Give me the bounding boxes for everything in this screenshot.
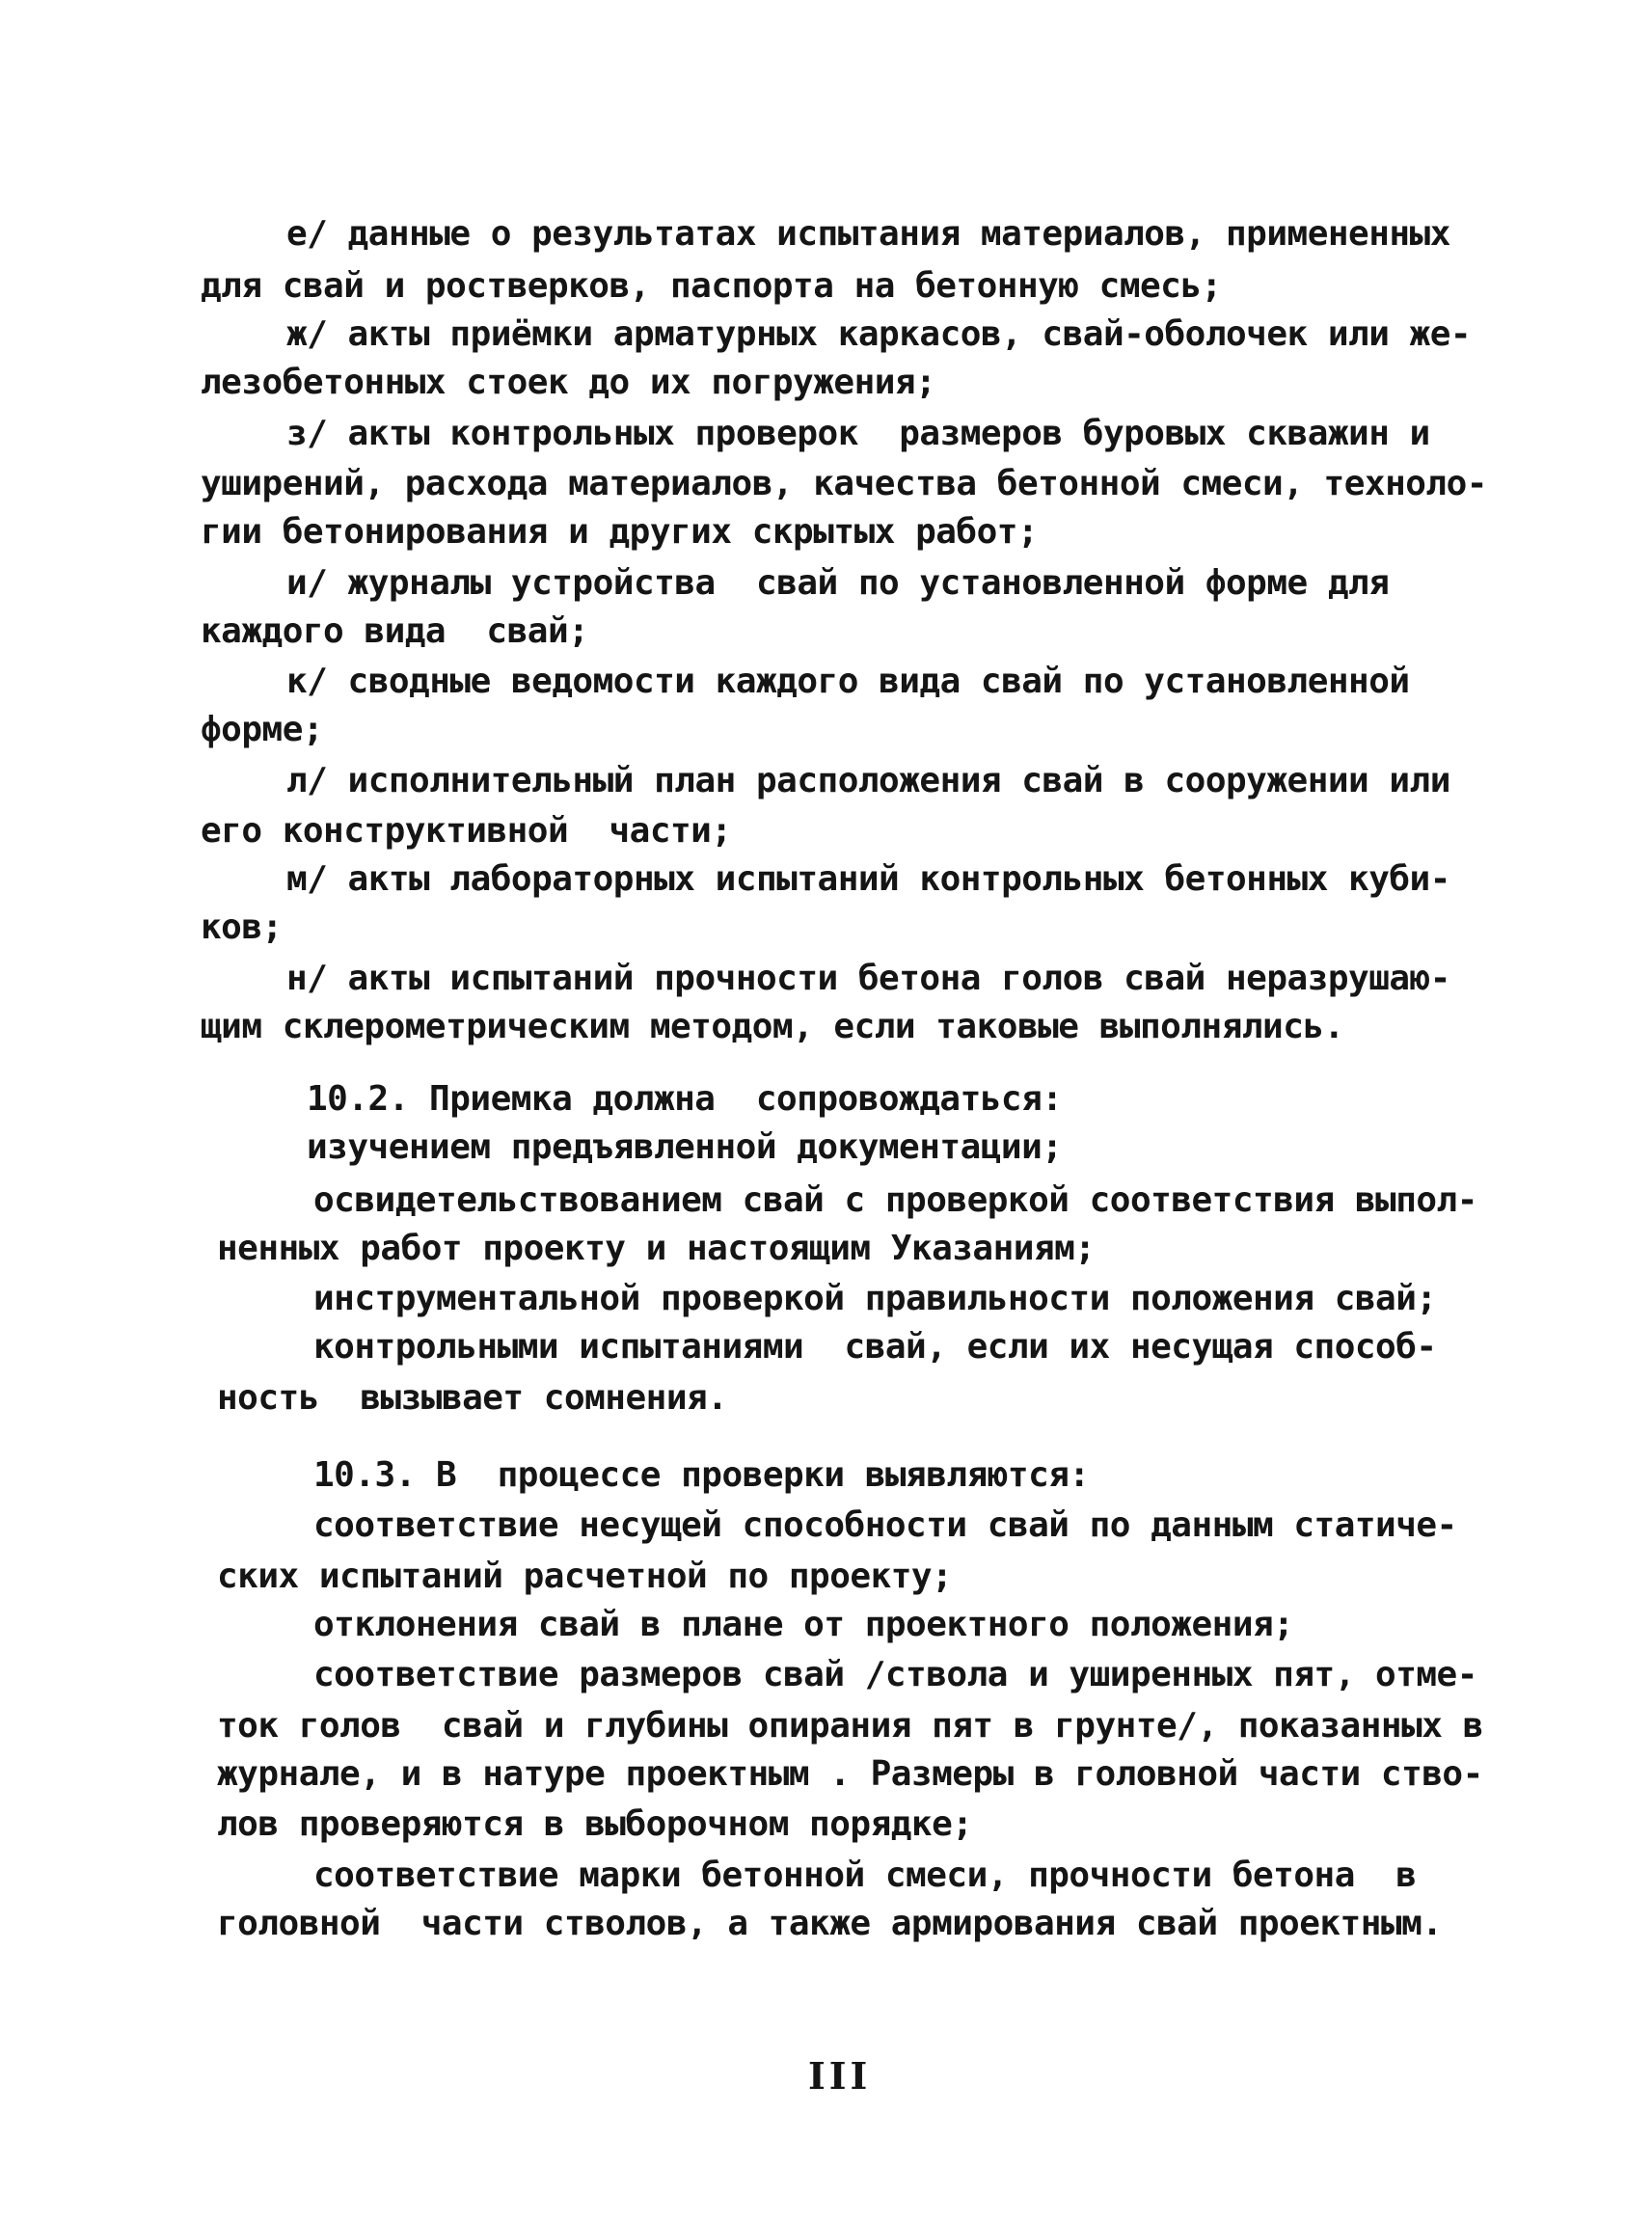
text-line: форме; [201, 710, 324, 749]
text-line: гии бетонирования и других скрытых работ; [201, 512, 1039, 552]
text-line: ток голов свай и глубины опирания пят в грунте/, показанных в [217, 1706, 1483, 1746]
text-line: ненных работ проекту и настоящим Указаниям; [217, 1229, 1096, 1268]
text-line: щим склерометрическим методом, если таковые выполнялись. [201, 1007, 1344, 1046]
text-line: ж/ акты приёмки арматурных каркасов, свай-оболочек или же- [286, 314, 1472, 354]
section-heading: 10.2. Приемка должна сопровождаться: [307, 1079, 1063, 1119]
text-line: соответствие марки бетонной смеси, прочности бетона в [313, 1855, 1417, 1895]
text-line: ность вызывает сомнения. [217, 1378, 728, 1418]
text-line: к/ сводные ведомости каждого вида свай по установленной [286, 662, 1410, 701]
text-line: н/ акты испытаний прочности бетона голов свай неразрушаю- [286, 959, 1450, 998]
text-line: уширений, расхода материалов, качества бетонной смеси, техноло- [201, 464, 1487, 503]
text-line: е/ данные о результатах испытания материалов, примененных [286, 214, 1450, 254]
text-line: лезобетонных стоек до их погружения; [201, 363, 936, 402]
text-line: м/ акты лабораторных испытаний контрольных бетонных куби- [286, 859, 1450, 899]
text-line: ских испытаний расчетной по проекту; [217, 1557, 953, 1596]
text-line: его конструктивной части; [201, 811, 732, 851]
text-line: для свай и ростверков, паспорта на бетонную смесь; [201, 266, 1222, 306]
text-line: ков; [201, 907, 283, 947]
section-heading: 10.3. В процессе проверки выявляются: [313, 1455, 1090, 1495]
text-line: з/ акты контрольных проверок размеров буровых скважин и [286, 414, 1430, 453]
text-line: каждого вида свай; [201, 611, 589, 651]
text-line: лов проверяются в выборочном порядке; [217, 1804, 973, 1844]
text-line: головной части стволов, а также армирования свай проектным. [217, 1904, 1443, 1943]
text-line: л/ исполнительный план расположения свай в сооружении или [286, 761, 1450, 800]
text-line: изучением предъявленной документации; [307, 1127, 1063, 1167]
text-line: отклонения свай в плане от проектного положения; [313, 1605, 1294, 1644]
text-line: освидетельствованием свай с проверкой соответствия выпол- [313, 1180, 1477, 1220]
text-line: инструментальной проверкой правильности положения свай; [313, 1279, 1437, 1318]
text-line: соответствие несущей способности свай по данным статиче- [313, 1505, 1457, 1545]
text-line: контрольными испытаниями свай, если их несущая способ- [313, 1327, 1437, 1367]
text-line: и/ журналы устройства свай по установленной форме для [286, 563, 1390, 603]
text-line: журнале, и в натуре проектным . Размеры в головной части ство- [217, 1754, 1483, 1794]
text-line: соответствие размеров свай /ствола и уширенных пят, отме- [313, 1655, 1477, 1694]
page-number: III [808, 2054, 872, 2098]
